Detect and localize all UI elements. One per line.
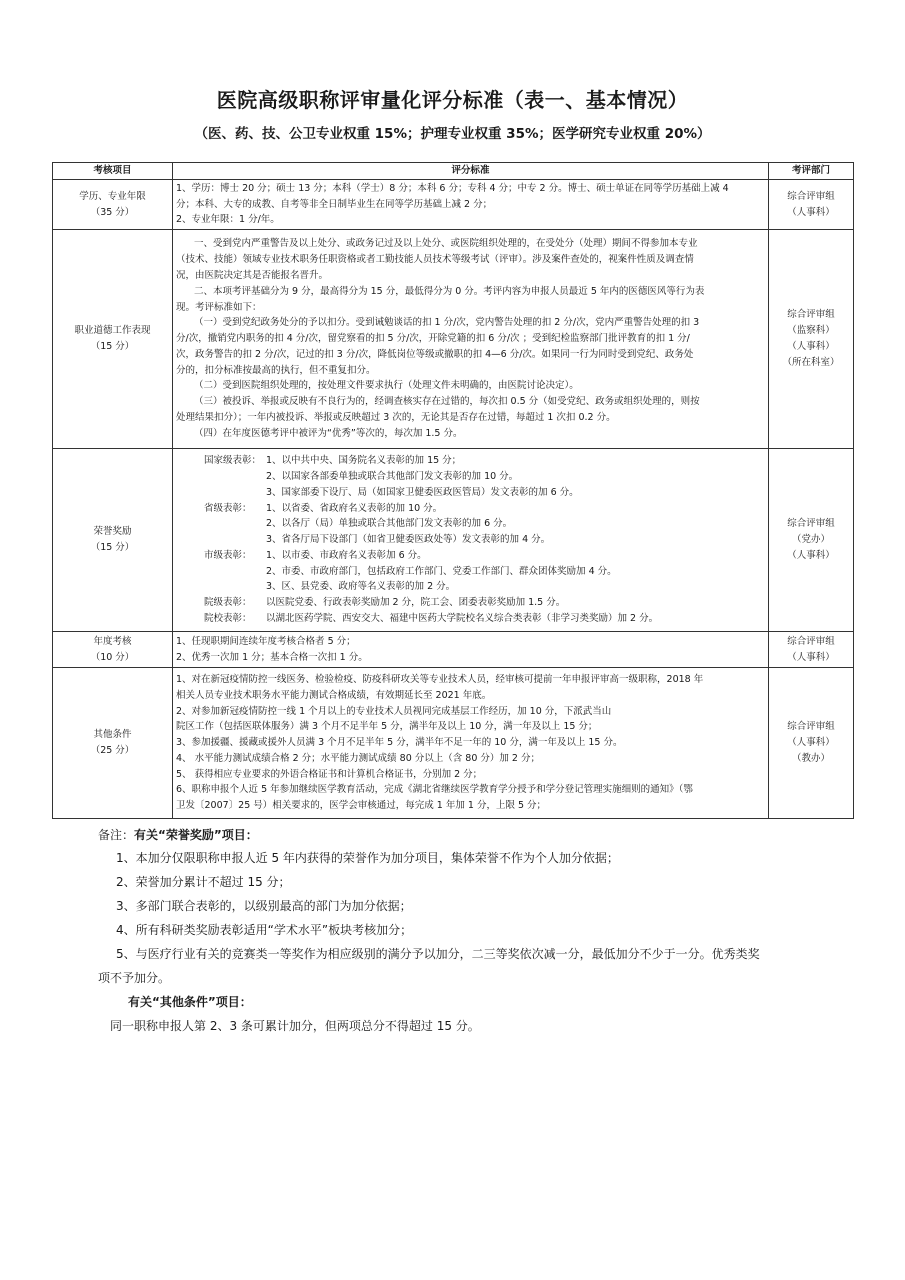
criteria-line: 2、对参加新冠疫情防控一线 1 个月以上的专业技术人员视同完成基层工作经历，加 10 分，下派武当山 bbox=[176, 705, 612, 717]
scoring-table bbox=[52, 162, 854, 819]
dept-line: （党办） bbox=[791, 534, 830, 546]
note-item: 4、所有科研类奖励表彰适用“学术水平”板块考核加分； bbox=[116, 923, 413, 937]
dept-cell bbox=[769, 632, 854, 668]
award-line: 2、市委、市政府部门，包括政府工作部门、党委工作部门、群众团体奖励加 4 分。 bbox=[266, 565, 617, 577]
criteria-cell bbox=[173, 668, 769, 819]
award-line bbox=[176, 453, 765, 469]
dept-cell bbox=[769, 449, 854, 632]
criteria-line: 二、本项考评基础分为 9 分，最高得分为 15 分，最低得分为 0 分。考评内容为申报人员最近 5 年内的医德医风等行为表 bbox=[194, 285, 705, 297]
dept-line: （教办） bbox=[791, 752, 830, 764]
award-line: 3、国家部委下设厅、局（如国家卫健委医政医管局）发文表彰的加 6 分。 bbox=[266, 486, 579, 498]
award-level-label: 省级表彰： bbox=[204, 502, 252, 514]
notes-heading-honor bbox=[98, 826, 258, 843]
criteria-line: （四）在年度医德考评中被评为“优秀”等次的，每次加 1.5 分。 bbox=[194, 427, 463, 439]
dept-line: （人事科） bbox=[787, 206, 835, 218]
page-subtitle: （医、药、技、公卫专业权重 15%；护理专业权重 35%；医学研究专业权重 20%） bbox=[194, 126, 711, 142]
criteria-line: （二）受到医院组织处理的，按处理文件要求执行（处理文件未明确的，由医院讨论决定）。 bbox=[194, 380, 579, 392]
criteria-cell bbox=[173, 632, 769, 668]
other-heading: 有关“其他条件”项目： bbox=[128, 995, 252, 1009]
header-dept: 考评部门 bbox=[769, 163, 854, 180]
dept-line: 综合评审组 bbox=[787, 635, 835, 647]
criteria-line: 现。考评标准如下： bbox=[176, 301, 262, 313]
dept-line: （所在科室） bbox=[782, 356, 840, 368]
award-text: 1、以市委、市政府名义表彰加 6 分。 bbox=[266, 549, 427, 561]
category-cell bbox=[53, 180, 173, 230]
criteria-line: 1、任现职期间连续年度考核合格者 5 分； bbox=[176, 635, 356, 647]
dept-line: 综合评审组 bbox=[787, 309, 835, 321]
dept-line: （人事科） bbox=[787, 651, 835, 663]
category-points: （35 分） bbox=[90, 206, 135, 218]
award-line: 3、省各厅局下设部门（如省卫健委医政处等）发文表彰的加 4 分。 bbox=[266, 534, 551, 546]
header-criteria: 评分标准 bbox=[173, 163, 769, 180]
dept-line: （监察科） bbox=[787, 325, 835, 337]
note-item: 5、与医疗行业有关的竞赛类一等奖作为相应级别的满分予以加分，二三等奖依次减一分，最低加分不少于一分。优秀类奖 bbox=[116, 947, 760, 961]
dept-line: （人事科） bbox=[787, 549, 835, 561]
criteria-line: 4、 水平能力测试成绩合格 2 分；水平能力测试成绩 80 分以上（含 80 分）加 2 分； bbox=[176, 752, 540, 764]
header-item: 考核项目 bbox=[53, 163, 173, 180]
table-row bbox=[53, 632, 854, 668]
criteria-line: 处理结果扣分）；一年内被投诉、举报或反映超过 3 次的，无论其是否存在过错，每超过 1 次扣 0.2 分。 bbox=[176, 412, 616, 424]
category-cell bbox=[53, 668, 173, 819]
criteria-line: （三）被投诉、举报或反映有不良行为的，经调查核实存在过错的，每次扣 0.5 分（如受党纪、政务或组织处理的，则按 bbox=[194, 396, 700, 408]
award-line: 2、以各厅（局）单独或联合其他部门发文表彰的加 6 分。 bbox=[266, 518, 513, 530]
criteria-line: 5、 获得相应专业要求的外语合格证书和计算机合格证书，分别加 2 分； bbox=[176, 768, 483, 780]
criteria-line: 1、对在新冠疫情防控一线医务、检验检疫、防疫科研攻关等专业技术人员，经审核可提前一年申报评审高一级职称，2018 年 bbox=[176, 673, 704, 685]
award-level-label: 国家级表彰： bbox=[204, 455, 262, 467]
award-line: 2、以国家各部委单独或联合其他部门发文表彰的加 10 分。 bbox=[266, 470, 519, 482]
criteria-line: （技术、技能）领域专业技术职务任职资格或者工勤技能人员技术等级考试（评审）。涉及案件查处的，视案件性质及调查情 bbox=[176, 254, 694, 266]
category-name: 其他条件 bbox=[93, 729, 132, 741]
page-title: 医院高级职称评审量化评分标准（表一、基本情况） bbox=[216, 88, 689, 112]
category-points: （10 分） bbox=[90, 651, 135, 663]
table-row bbox=[53, 230, 854, 449]
criteria-cell bbox=[173, 449, 769, 632]
honor-heading: 有关“荣誉奖励”项目： bbox=[134, 828, 258, 842]
award-line bbox=[176, 501, 765, 517]
criteria-line: 2、优秀一次加 1 分；基本合格一次扣 1 分。 bbox=[176, 651, 368, 663]
criteria-line: 况，由医院决定其是否能报名晋升。 bbox=[176, 269, 329, 281]
award-text: 1、以省委、省政府名义表彰的加 10 分。 bbox=[266, 502, 443, 514]
criteria-line: 分/次，撤销党内职务的扣 4 分/次，留党察看的扣 5 分/次，开除党籍的扣 6 分/次 ；受到纪检监察部门批评教育的扣 1 分/ bbox=[176, 333, 690, 345]
dept-cell bbox=[769, 180, 854, 230]
category-name: 荣誉奖励 bbox=[93, 526, 132, 538]
criteria-line: 卫发〔2007〕25 号）相关要求的，医学会审核通过，每完成 1 年加 1 分，上限 5 分； bbox=[176, 800, 547, 812]
notes-prefix: 备注： bbox=[98, 828, 135, 842]
criteria-cell bbox=[173, 230, 769, 449]
criteria-line: 一、受到党内严重警告及以上处分、或政务记过及以上处分、或医院组织处理的，在受处分（处理）期间不得参加本专业 bbox=[194, 238, 698, 250]
category-cell bbox=[53, 230, 173, 449]
criteria-cell bbox=[173, 180, 769, 230]
award-level-label: 市级表彰： bbox=[204, 549, 252, 561]
criteria-line: 院区工作（包括医联体服务）满 3 个月不足半年 5 分，满半年及以上 10 分，满一年及以上 15 分； bbox=[176, 721, 598, 733]
award-level-label: 院校表彰： bbox=[204, 613, 252, 625]
category-cell bbox=[53, 632, 173, 668]
category-cell bbox=[53, 449, 173, 632]
criteria-line: 3、参加援疆、援藏或援外人员满 3 个月不足半年 5 分，满半年不足一年的 10 分，满一年及以上 15 分。 bbox=[176, 737, 623, 749]
dept-cell bbox=[769, 230, 854, 449]
note-item: 2、荣誉加分累计不超过 15 分； bbox=[116, 875, 291, 889]
award-text: 以湖北医药学院、西安交大、福建中医药大学院校名义综合类表彰（非学习类奖励）加 2 分。 bbox=[266, 613, 659, 625]
award-line bbox=[176, 595, 765, 611]
dept-cell bbox=[769, 668, 854, 819]
criteria-line: 相关人员专业技术职务水平能力测试合格成绩，有效期延长至 2021 年底。 bbox=[176, 689, 492, 701]
other-text: 同一职称申报人第 2、3 条可累计加分，但两项总分不得超过 15 分。 bbox=[110, 1019, 480, 1033]
dept-line: 综合评审组 bbox=[787, 518, 835, 530]
category-points: （15 分） bbox=[90, 542, 135, 553]
category-points: （15 分） bbox=[90, 341, 135, 352]
criteria-line: 次，政务警告的扣 2 分/次，记过的扣 3 分/次，降低岗位等级或撤职的扣 4—6 分/次。如果同一行为同时受到党纪、政务处 bbox=[176, 348, 694, 360]
category-name: 学历、专业年限 bbox=[79, 190, 146, 202]
category-name: 职业道德工作表现 bbox=[74, 325, 151, 337]
criteria-line: 分的，扣分标准按最高的执行，但不重复扣分。 bbox=[176, 364, 376, 376]
award-line bbox=[176, 611, 765, 627]
table-row bbox=[53, 449, 854, 632]
criteria-line: 2、专业年限：1 分/年。 bbox=[176, 214, 280, 226]
dept-line: 综合评审组 bbox=[787, 721, 835, 733]
dept-line: （人事科） bbox=[787, 737, 835, 749]
criteria-line: （一）受到党纪政务处分的予以扣分。受到诫勉谈话的扣 1 分/次，党内警告处理的扣 2 分/次，党内严重警告处理的扣 3 bbox=[194, 317, 700, 329]
award-text: 1、以中共中央、国务院名义表彰的加 15 分； bbox=[266, 455, 462, 467]
table-row bbox=[53, 668, 854, 819]
category-name: 年度考核 bbox=[93, 635, 132, 647]
criteria-line: 分；本科、大专的成教、自考等非全日制毕业生在同等学历基础上减 2 分； bbox=[176, 198, 493, 210]
note-item: 项不予加分。 bbox=[98, 971, 171, 985]
criteria-line: 6、职称申报个人近 5 年参加继续医学教育活动，完成《湖北省继续医学教育学分授予和学分登记管理实施细则的通知》（鄂 bbox=[176, 784, 693, 796]
note-item: 3、多部门联合表彰的，以级别最高的部门为加分依据； bbox=[116, 899, 412, 913]
award-line: 3、区、县党委、政府等名义表彰的加 2 分。 bbox=[266, 581, 456, 593]
award-text: 以医院党委、行政表彰奖励加 2 分，院工会、团委表彰奖励加 1.5 分。 bbox=[266, 597, 566, 609]
table-header-row bbox=[53, 163, 854, 180]
table-row bbox=[53, 180, 854, 230]
criteria-line: 1、学历：博士 20 分；硕士 13 分；本科（学士）8 分；本科 6 分；专科 4 分；中专 2 分。博士、硕士单证在同等学历基础上减 4 bbox=[176, 182, 729, 194]
award-line bbox=[176, 548, 765, 564]
dept-line: 综合评审组 bbox=[787, 190, 835, 202]
note-item: 1、本加分仅限职称申报人近 5 年内获得的荣誉作为加分项目，集体荣誉不作为个人加分依据； bbox=[116, 851, 619, 865]
award-level-label: 院级表彰： bbox=[204, 597, 252, 609]
category-points: （25 分） bbox=[90, 745, 135, 756]
dept-line: （人事科） bbox=[787, 341, 835, 352]
